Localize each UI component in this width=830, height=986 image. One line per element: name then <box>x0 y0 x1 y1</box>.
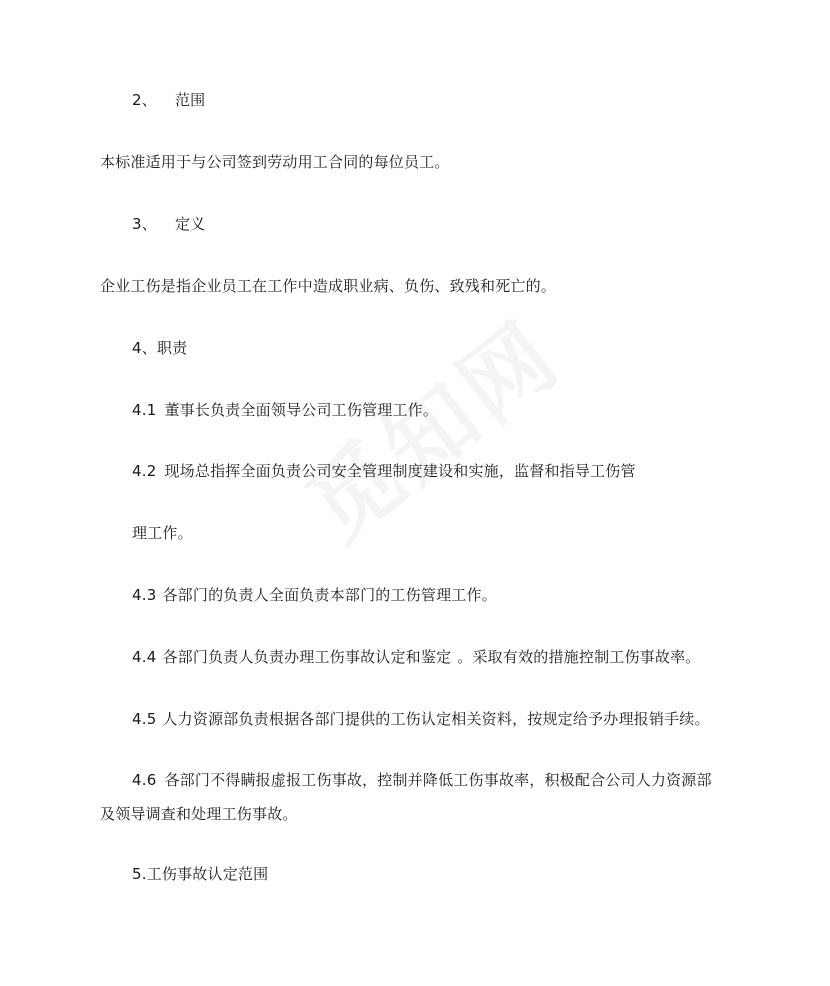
item-4-6-number: 4.6 <box>132 771 157 789</box>
item-4-6-line1 <box>132 769 712 791</box>
item-4-3-text: 各部门的负责人全面负责本部门的工伤管理工作。 <box>162 586 497 604</box>
item-4-2-number: 4.2 <box>132 462 157 480</box>
item-4-1-text: 董事长负责全面领导公司工伤管理工作。 <box>164 401 439 419</box>
section-2-title: 范围 <box>174 91 206 109</box>
item-4-6-text-line1: 各部门不得瞒报虚报工伤事故，控制并降低工伤事故率，积极配合公司人力资源部 <box>164 771 712 789</box>
item-4-6-line2: 及领导调查和处理工伤事故。 <box>100 805 298 823</box>
item-4-4-text-a: 各部门负责人负责办理工伤事故认定和鉴定 <box>162 648 452 666</box>
section-3-body: 企业工伤是指企业员工在工作中造成职业病、负伤、致残和死亡的。 <box>100 277 557 295</box>
section-2-body: 本标准适用于与公司签到劳动用工合同的每位员工。 <box>100 153 450 171</box>
section-3-title: 定义 <box>174 215 206 233</box>
section-3-number: 3、 <box>132 215 157 233</box>
item-4-3 <box>132 584 497 606</box>
section-2-number: 2、 <box>132 91 157 109</box>
item-4-5-number: 4.5 <box>132 710 157 728</box>
item-4-4-text-b: 。采取有效的措施控制工伤事故率。 <box>457 648 701 666</box>
item-4-2-line2: 理工作。 <box>132 524 193 542</box>
section-2-heading <box>132 89 205 111</box>
item-4-5-text: 人力资源部负责根据各部门提供的工伤认定相关资料，按规定给予办理报销手续。 <box>162 710 710 728</box>
item-4-4-number: 4.4 <box>132 648 157 666</box>
section-5-heading: 5.工伤事故认定范围 <box>132 865 269 883</box>
watermark <box>276 285 583 565</box>
item-4-3-number: 4.3 <box>132 586 157 604</box>
item-4-1 <box>132 399 438 421</box>
item-4-2-text-line1: 现场总指挥全面负责公司安全管理制度建设和实施，监督和指导工伤管 <box>164 462 636 480</box>
item-4-4 <box>132 646 700 668</box>
section-3-heading <box>132 213 205 235</box>
item-4-1-number: 4.1 <box>132 401 157 419</box>
section-4-heading: 4、职责 <box>132 339 188 357</box>
item-4-5 <box>132 708 710 730</box>
item-4-2-line1 <box>132 460 636 482</box>
